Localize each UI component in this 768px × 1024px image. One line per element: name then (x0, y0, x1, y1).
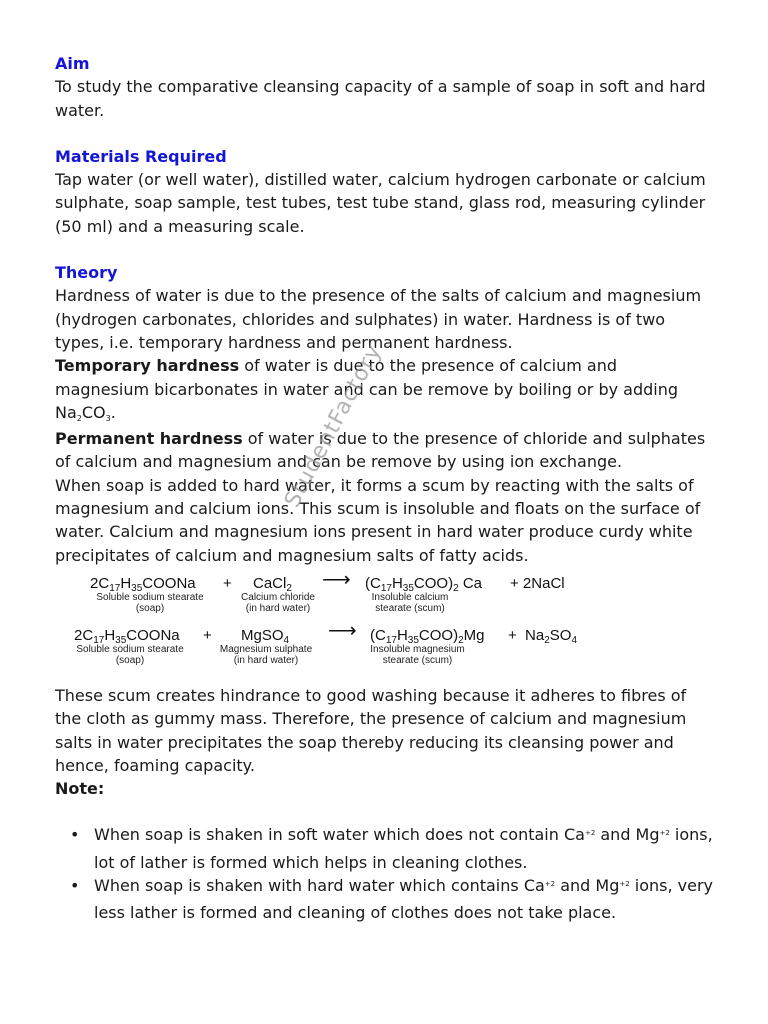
reaction-equations-image (60, 568, 598, 684)
aim-text: To study the comparative cleansing capacity of a sample of soap in soft and hard water. (55, 77, 706, 120)
eq2-product-magnesium-stearate: $(C_{17}H_{35}COO)_2Mg$ (370, 626, 485, 646)
eq2-product-na2so4: $Na_2SO_4$ (525, 626, 577, 646)
theory-paragraph-3: These scum creates hindrance to good washing because it adheres to fibres of the cloth as gummy mass. Therefore, the presence of calcium and magnesium salts in water precipitates the soap thereby reducing its cleansing power and hence, foaming capacity. (55, 685, 687, 775)
materials-heading: Materials Required (55, 146, 227, 166)
temporary-hardness-paragraph: Temporary hardness of water is due to the presence of calcium and magnesium bicarbonates in water and can be remove by boiling or by adding $Na_2CO_3$. (55, 356, 679, 423)
eq2-caption-scum: Insoluble magnesium stearate (scum) (370, 643, 465, 666)
eq1-product-nacl: + 2NaCl (510, 574, 565, 592)
eq1-caption-soap: Soluble sodium stearate (soap) (96, 591, 204, 614)
bullet-icon: • (70, 825, 80, 845)
note-list (55, 823, 715, 924)
eq2-plus: + (203, 626, 212, 644)
note-heading: Note: (55, 779, 105, 799)
eq1-product-calcium-stearate: $(C_{17}H_{35}COO)_2$ Ca (365, 574, 482, 594)
theory-heading: Theory (55, 263, 118, 283)
permanent-hardness-term: Permanent hardness (55, 429, 243, 449)
theory-paragraph-1: Hardness of water is due to the presence of the salts of calcium and magnesium (hydrogen carbonates, chlorides and sulphates) in water. Hardness is of two types, i.e. temporary hardness and permanent hardness. (55, 286, 702, 352)
document-page (55, 52, 715, 925)
watermark-text: StudentFactory (280, 340, 388, 512)
aim-heading: Aim (55, 54, 90, 73)
eq2-reactant-soap: $2C_{17}H_{35}COONa$ (74, 626, 180, 646)
theory-paragraph-2: When soap is added to hard water, it forms a scum by reacting with the salts of magnesium and calcium ions. This scum is insoluble and floats on the surface of water. Calcium and magnesium ions present in hard water produce curdy white precipitates of calcium and magnesium salts of fatty acids. (55, 475, 701, 565)
eq1-caption-scum: Insoluble calcium stearate (scum) (371, 591, 449, 614)
note-item-hard-water: • When soap is shaken with hard water which contains $Ca^{+2}$ and $Mg^{+2}$ ions, very less lather is formed and cleaning of clothes does not take place. (70, 876, 714, 923)
eq1-reactant-soap: $2C_{17}H_{35}COONa$ (90, 574, 196, 594)
eq2-plus-2: + (508, 626, 517, 644)
eq1-reactant-cacl2: CaCl$_2$ (253, 574, 292, 594)
note-item-soft-water: • When soap is shaken in soft water which does not contain $Ca^{+2}$ and $Mg^{+2}$ ions, lot of lather is formed which helps in cleaning clothes. (70, 825, 713, 872)
bullet-icon: • (70, 876, 80, 896)
permanent-hardness-paragraph: Permanent hardness of water is due to the presence of chloride and sulphates of calcium and magnesium and can be remove by using ion exchange. (55, 429, 706, 472)
temporary-hardness-term: Temporary hardness (55, 356, 240, 376)
eq1-caption-cacl2: Calcium chloride (in hard water) (241, 591, 315, 614)
eq2-caption-soap: Soluble sodium stearate (soap) (76, 643, 184, 666)
eq1-arrow: ⟶ (322, 568, 351, 591)
eq1-plus: + (223, 574, 232, 592)
eq2-reactant-mgso4: MgSO$_4$ (241, 626, 290, 646)
materials-text: Tap water (or well water), distilled water, calcium hydrogen carbonate or calcium sulphate, soap sample, test tubes, test tube stand, glass rod, measuring cylinder (50 ml) and a measuring scale. (55, 170, 706, 236)
eq2-arrow: ⟶ (328, 619, 357, 642)
eq2-caption-mgso4: Magnesium sulphate (in hard water) (219, 643, 313, 666)
